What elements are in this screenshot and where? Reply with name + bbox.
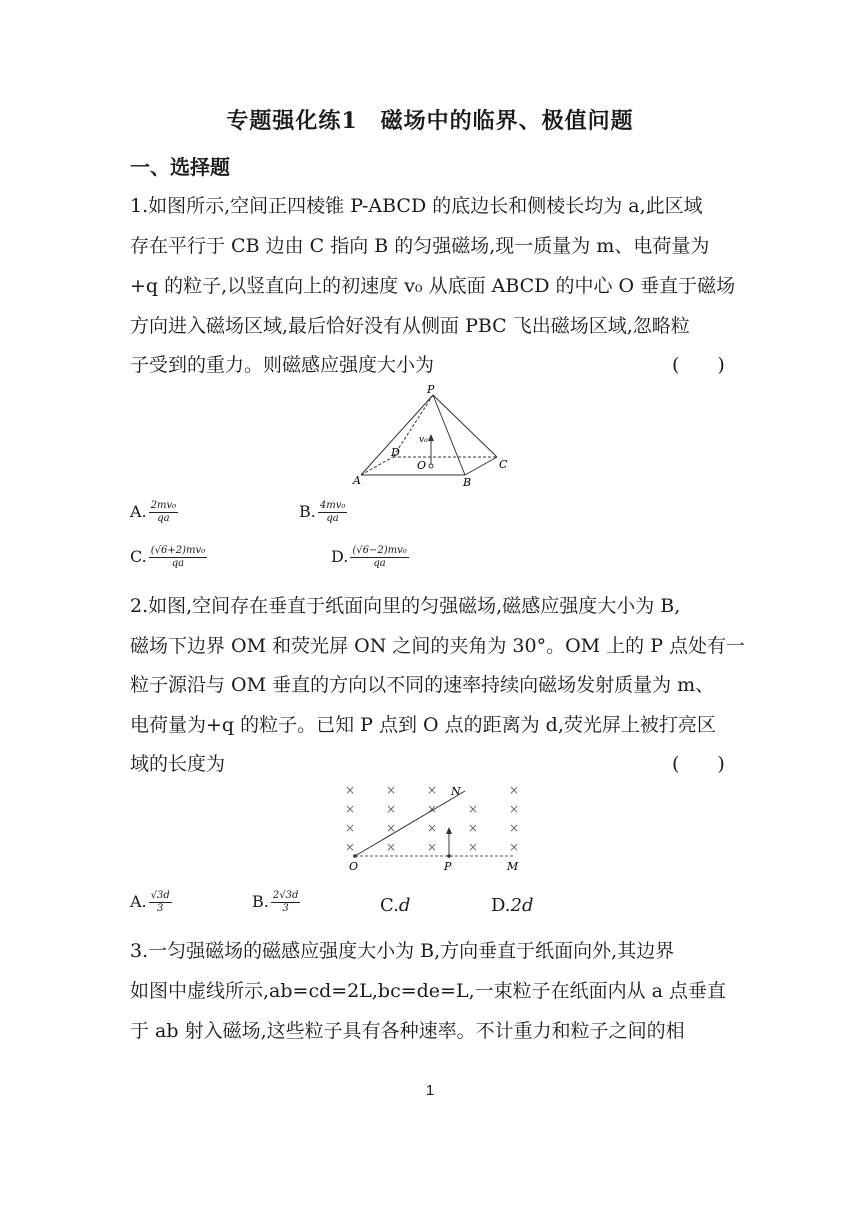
q1-line-3: +q 的粒子,以竖直向上的初速度 v₀ 从底面 ABCD 的中心 O 垂直于磁场 — [130, 275, 736, 297]
q3-line-3: 于 ab 射入磁场,这些粒子具有各种速率。不计重力和粒子之间的相 — [130, 1020, 685, 1042]
field-cross: × — [345, 802, 356, 816]
field-cross: × — [345, 840, 356, 854]
field-cross: × — [468, 840, 479, 854]
field-cross: × — [509, 802, 520, 816]
label-P: P — [427, 383, 435, 396]
q2-line-1: 2.如图,空间存在垂直于纸面向里的匀强磁场,磁感应强度大小为 B, — [130, 595, 681, 617]
label-B: B — [463, 476, 472, 489]
field-crosses — [345, 783, 519, 854]
field-cross: × — [509, 840, 520, 854]
field-cross: × — [386, 802, 397, 816]
field-cross: × — [427, 821, 438, 835]
field-cross: × — [427, 802, 438, 816]
q2-option-b: B. $\frac{2√3d}{3}$ — [252, 890, 299, 914]
q2-line-2: 磁场下边界 OM 和荧光屏 ON 之间的夹角为 30°。OM 上的 P 点处有一 — [130, 635, 746, 657]
q1-answer-paren: ( ) — [672, 354, 725, 376]
q3-line-2: 如图中虚线所示,ab=cd=2L,bc=de=L,一束粒子在纸面内从 a 点垂直 — [130, 980, 727, 1002]
q1-option-b: B. $\frac{\text{4mv₀}}{qa}$ — [299, 500, 346, 524]
label-v0: v₀ — [419, 435, 428, 445]
field-cross: × — [427, 840, 438, 854]
magnetic-field-figure — [335, 778, 525, 878]
field-cross: × — [386, 821, 397, 835]
page-title: 专题强化练1 磁场中的临界、极值问题 — [226, 108, 634, 134]
q1-line-2: 存在平行于 CB 边由 C 指向 B 的匀强磁场,现一质量为 m、电荷量为 — [130, 235, 710, 257]
field-cross: × — [386, 840, 397, 854]
field-cross: × — [386, 783, 397, 797]
pyramid-figure — [345, 380, 525, 490]
q2-option-d: D.2d — [491, 895, 534, 916]
field-cross: × — [509, 783, 520, 797]
label-O: O — [417, 459, 427, 472]
label-P: P — [444, 860, 452, 873]
q2-line-4: 电荷量为+q 的粒子。已知 P 点到 O 点的距离为 d,荧光屏上被打亮区 — [130, 714, 716, 736]
q1-option-c: C. $\frac{\text{(√6+2)mv₀}}{qa}$ — [130, 545, 206, 569]
field-cross: × — [427, 783, 438, 797]
q2-option-a: A. $\frac{√3d}{3}$ — [130, 890, 170, 914]
q1-line-5: 子受到的重力。则磁感应强度大小为 — [130, 354, 435, 376]
q1-option-d: D. $\frac{\text{(√6−2)mv₀}}{qa}$ — [331, 545, 407, 569]
label-C: C — [499, 458, 508, 471]
q2-line-5: 域的长度为 — [130, 753, 226, 775]
field-cross: × — [468, 802, 479, 816]
q2-line-3: 粒子源沿与 OM 垂直的方向以不同的速率持续向磁场发射质量为 m、 — [130, 674, 715, 696]
q2-option-c: C.d — [380, 895, 411, 916]
label-O: O — [349, 860, 359, 873]
page-number: 1 — [425, 1082, 435, 1099]
q1-line-1: 1.如图所示,空间正四棱锥 P-ABCD 的底边长和侧棱长均为 a,此区域 — [130, 195, 703, 217]
q3-line-1: 3.一匀强磁场的磁感应强度大小为 B,方向垂直于纸面向外,其边界 — [130, 940, 675, 962]
label-A: A — [353, 474, 361, 487]
field-cross: × — [468, 821, 479, 835]
label-N: N — [451, 785, 461, 798]
label-M: M — [507, 860, 519, 873]
section-heading: 一、选择题 — [130, 155, 230, 179]
q1-line-4: 方向进入磁场区域,最后恰好没有从侧面 PBC 飞出磁场区域,忽略粒 — [130, 315, 690, 337]
q1-option-a: A. $\frac{\text{2mv₀}}{qa}$ — [130, 500, 177, 524]
label-D: D — [391, 446, 400, 459]
field-cross: × — [345, 821, 356, 835]
field-cross: × — [509, 821, 520, 835]
field-cross: × — [345, 783, 356, 797]
q2-answer-paren: ( ) — [672, 753, 725, 775]
